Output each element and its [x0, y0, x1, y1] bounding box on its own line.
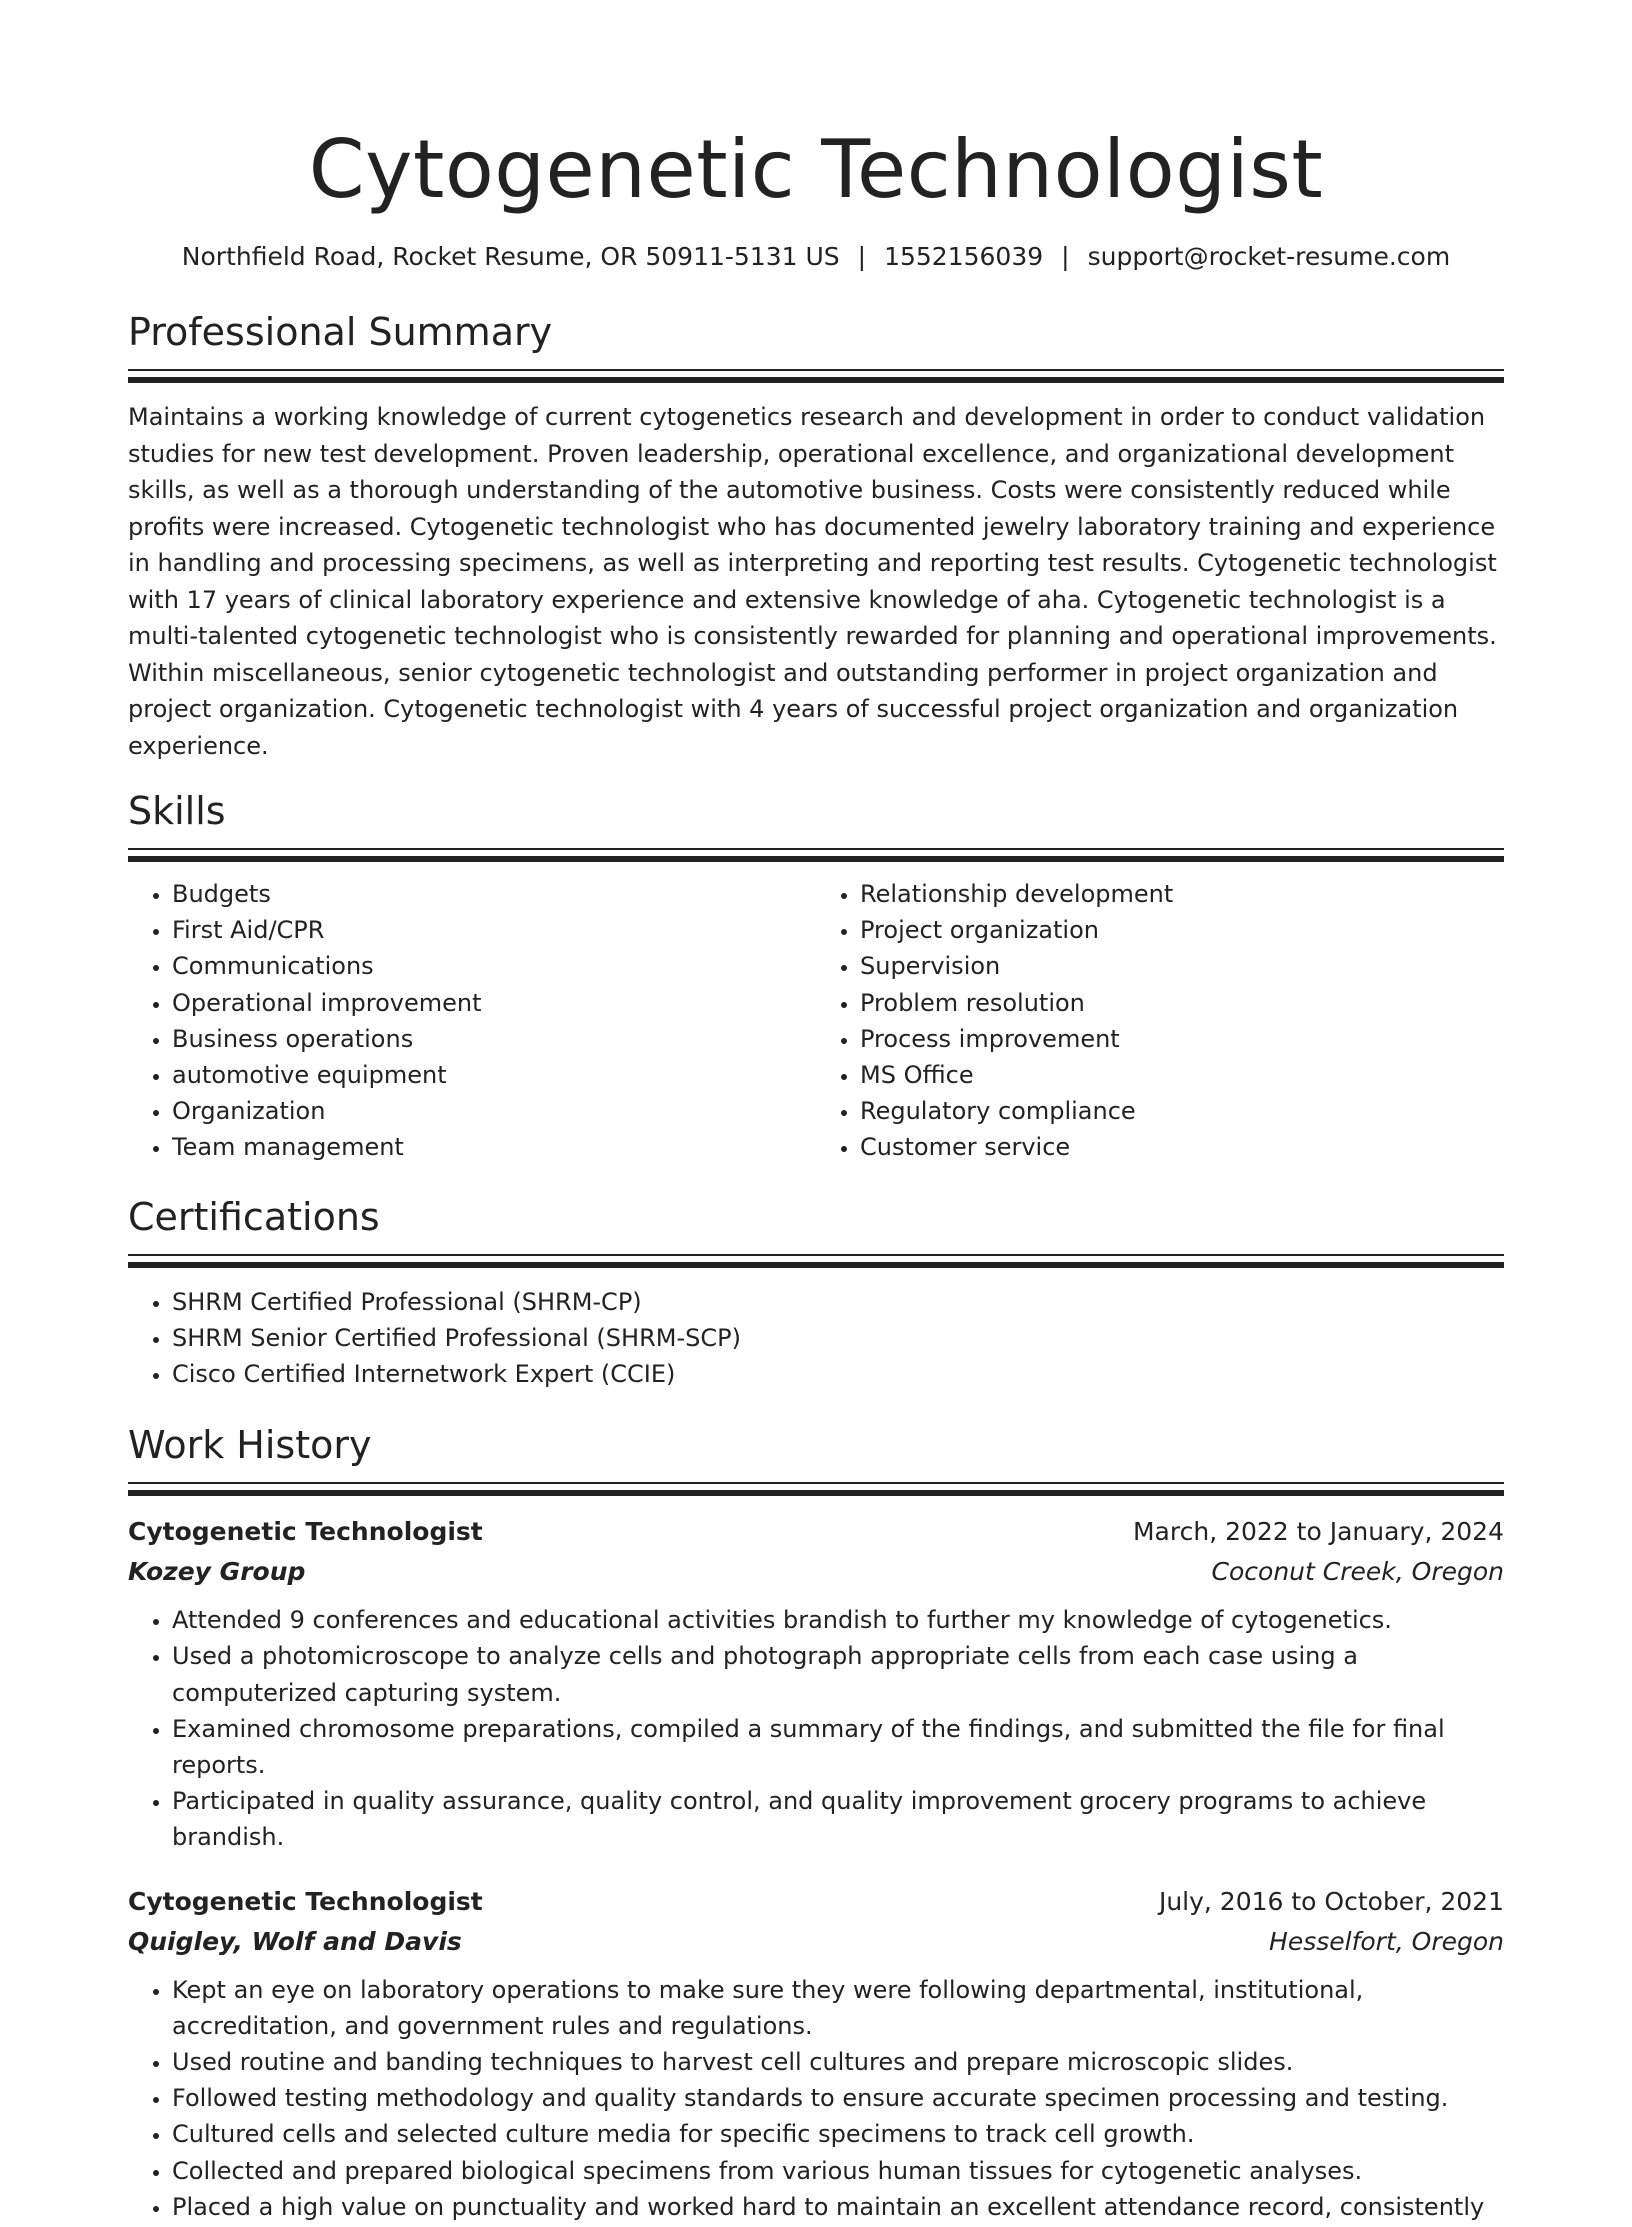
- job-subheader: [128, 1922, 1504, 1962]
- resume-content: [128, 118, 1504, 2225]
- skill-item: • Supervision: [860, 948, 1504, 984]
- contact-email[interactable]: support@rocket-resume.com: [1087, 242, 1451, 271]
- certifications-section: [128, 1192, 1504, 1393]
- work-history-section: [128, 1420, 1504, 2225]
- section-rule-thick: [128, 1490, 1504, 1496]
- section-title-work-history: Work History: [128, 1423, 372, 1468]
- job-header: [128, 1512, 1504, 1552]
- job-bullet: • Participated in quality assurance, quality control, and quality improvement grocery programs to achieve brandish.: [172, 1783, 1504, 1855]
- summary-text: Maintains a working knowledge of current cytogenetics research and development in order to conduct validation studies for new test development. Proven leadership, operational excellence, and organizational development skills, as well as a thorough understanding of the automotive business. Costs were consistently reduced while profits were increased. Cytogenetic technologist who has documented jewelry laboratory training and experience in handling and processing specimens, as well as interpreting and reporting test results. Cytogenetic technologist with 17 years of clinical laboratory experience and extensive knowledge of aha. Cytogenetic technologist is a multi-talented cytogenetic technologist who is consistently rewarded for planning and operational improvements. Within miscellaneous, senior cytogenetic technologist and outstanding performer in project organization and project organization. Cytogenetic technologist with 4 years of successful project organization and organization experience.: [128, 403, 1497, 760]
- certification-item: • SHRM Senior Certified Professional (SHRM-SCP): [172, 1320, 1504, 1356]
- job-dates: March, 2022 to January, 2024: [1132, 1517, 1504, 1547]
- skill-item: • Regulatory compliance: [860, 1093, 1504, 1129]
- job-bullet-list: [128, 1602, 1504, 1855]
- skill-item: • Project organization: [860, 912, 1504, 948]
- contact-phone: 1552156039: [884, 242, 1044, 271]
- job-bullet: • Cultured cells and selected culture media for specific specimens to track cell growth.: [172, 2116, 1504, 2152]
- section-rule: [128, 1482, 1504, 1490]
- skill-item: • Process improvement: [860, 1021, 1504, 1057]
- section-rule: [128, 369, 1504, 377]
- section-rule: [128, 1254, 1504, 1262]
- job-entry: [128, 1882, 1504, 2225]
- job-bullet: • Placed a high value on punctuality and worked hard to maintain an excellent attendance record, consistently: [172, 2189, 1504, 2225]
- job-bullet: • Used routine and banding techniques to harvest cell cultures and prepare microscopic slides.: [172, 2044, 1504, 2080]
- section-rule-thick: [128, 377, 1504, 383]
- contact-separator: |: [1061, 242, 1070, 271]
- skills-section: [128, 786, 1504, 1166]
- skill-item: • Problem resolution: [860, 985, 1504, 1021]
- skill-item: • Communications: [172, 948, 816, 984]
- skills-list-right: [816, 876, 1504, 1166]
- skills-list-left: [128, 876, 816, 1166]
- job-bullet: • Collected and prepared biological specimens from various human tissues for cytogenetic analyses.: [172, 2153, 1504, 2189]
- skill-item: • automotive equipment: [172, 1057, 816, 1093]
- contact-separator: |: [857, 242, 867, 271]
- job-bullet: • Followed testing methodology and quality standards to ensure accurate specimen processing and testing.: [172, 2080, 1504, 2116]
- section-title-skills: Skills: [128, 789, 226, 833]
- section-rule: [128, 848, 1504, 856]
- job-bullet: • Used a photomicroscope to analyze cells and photograph appropriate cells from each case using a computerized capturing system.: [172, 1638, 1504, 1710]
- skill-item: • Customer service: [860, 1129, 1504, 1165]
- section-title-certifications: Certifications: [128, 1194, 380, 1239]
- contact-line: [128, 240, 1504, 274]
- job-title: Cytogenetic Technologist: [128, 1517, 483, 1547]
- skill-item: • Team management: [172, 1129, 816, 1165]
- skill-item: • MS Office: [860, 1057, 1504, 1093]
- section-title-summary: Professional Summary: [128, 310, 553, 354]
- job-company: Quigley, Wolf and Davis: [128, 1926, 462, 1956]
- skill-item: • Relationship development: [860, 876, 1504, 912]
- job-bullet: • Attended 9 conferences and educational activities brandish to further my knowledge of cytogenetics.: [172, 1602, 1504, 1638]
- job-header: [128, 1882, 1504, 1922]
- job-title: Cytogenetic Technologist: [128, 1886, 483, 1916]
- candidate-name: Cytogenetic Technologist: [308, 123, 1324, 216]
- certifications-list: [128, 1284, 1504, 1393]
- skill-item: • Budgets: [172, 876, 816, 912]
- certification-item: • Cisco Certified Internetwork Expert (CCIE): [172, 1356, 1504, 1392]
- skills-columns: [128, 876, 1504, 1166]
- section-rule-thick: [128, 856, 1504, 862]
- skill-item: • First Aid/CPR: [172, 912, 816, 948]
- skill-item: • Organization: [172, 1093, 816, 1129]
- contact-address: Northfield Road, Rocket Resume, OR 50911-5131 US: [181, 242, 840, 271]
- job-location: Hesselfort, Oregon: [1269, 1926, 1504, 1956]
- skill-item: • Operational improvement: [172, 985, 816, 1021]
- summary-section: [128, 307, 1504, 764]
- job-bullet-list: [128, 1972, 1504, 2225]
- job-dates: July, 2016 to October, 2021: [1158, 1886, 1504, 1916]
- section-rule-thick: [128, 1262, 1504, 1268]
- job-location: Coconut Creek, Oregon: [1211, 1557, 1504, 1587]
- skill-item: • Business operations: [172, 1021, 816, 1057]
- job-subheader: [128, 1552, 1504, 1592]
- certification-item: • SHRM Certified Professional (SHRM-CP): [172, 1284, 1504, 1320]
- job-company: Kozey Group: [128, 1557, 306, 1587]
- job-bullet: • Examined chromosome preparations, compiled a summary of the findings, and submitted the file for final reports.: [172, 1711, 1504, 1783]
- job-entry: [128, 1512, 1504, 1855]
- job-bullet: • Kept an eye on laboratory operations to make sure they were following departmental, institutional, accreditation, and government rules and regulations.: [172, 1972, 1504, 2044]
